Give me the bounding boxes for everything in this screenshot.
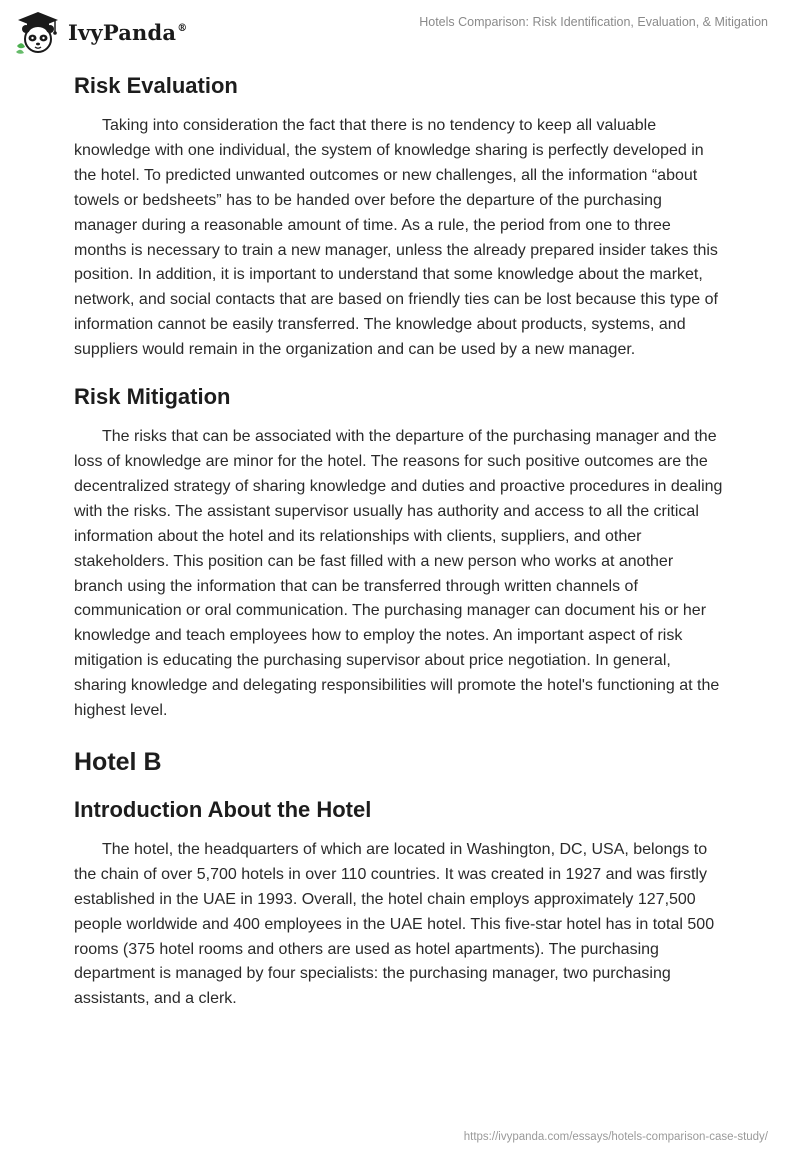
paragraph-introduction: The hotel, the headquarters of which are located in Washington, DC, USA, belongs to the chain of over 5,700 hotels in over 110 countries. It was created in 1927 and was firstly established in the UAE in 1993. Overall, the hotel chain employs approximately 127,500 people worldwide and 400 employees in the UAE hotel. This five-star hotel has in total 500 rooms (375 hotel rooms and others are used as hotel apartments). The purchasing department is managed by four specialists: the purchasing manager, two purchasing assistants, and a clerk. xyxy=(74,840,715,1008)
panda-logo-icon xyxy=(14,10,62,54)
ivypanda-logo[interactable] xyxy=(14,10,187,54)
page-header xyxy=(0,0,800,62)
section-hotel-b xyxy=(74,746,726,1012)
paragraph-risk-mitigation: The risks that can be associated with the departure of the purchasing manager and the loss of knowledge are minor for the hotel. The reasons for such positive outcomes are the decentralized strategy of sharing knowledge and duties and proactive procedures in dealing with the risks. The assistant supervisor usually has authority and access to all the critical information about the hotel and its relationships with clients, suppliers, and other stakeholders. This position can be fast filled with a new person who works at another branch using the information that can be transferred through written channels of communication or oral communication. The purchasing manager can document his or her knowledge and teach employees how to employ the notes. An important aspect of risk mitigation is educating the purchasing supervisor about price negotiation. In general, sharing knowledge and delegating responsibilities will promote the hotel's functioning at the highest level. xyxy=(74,428,723,720)
section-risk-mitigation xyxy=(74,383,726,724)
paragraph-risk-evaluation: Taking into consideration the fact that there is no tendency to keep all valuable knowledge with one individual, the system of knowledge sharing is perfectly developed in the hotel. To predicted unwanted outcomes or new challenges, all the information “about towels or bedsheets” has to be handed over before the departure of the purchasing manager during a reasonable amount of time. As a rule, the period from one to three months is necessary to train a new manager, unless the already prepared insider takes this position. In addition, it is important to understand that some knowledge about the market, network, and social contacts that are based on friendly ties can be lost because this type of information cannot be easily transferred. The knowledge about products, systems, and suppliers would remain in the organization and can be used by a new manager. xyxy=(74,117,718,359)
document-body xyxy=(74,72,726,1032)
heading-hotel-b: Hotel B xyxy=(74,747,162,776)
logo-wordmark: IvyPanda® xyxy=(68,19,188,45)
document-running-title: Hotels Comparison: Risk Identification, Evaluation, & Mitigation xyxy=(419,15,768,29)
heading-introduction-about-hotel: Introduction About the Hotel xyxy=(74,796,372,822)
heading-risk-mitigation: Risk Mitigation xyxy=(74,384,231,410)
footer-source-url[interactable]: https://ivypanda.com/essays/hotels-comparison-case-study/ xyxy=(463,1131,768,1143)
heading-risk-evaluation: Risk Evaluation xyxy=(74,73,238,98)
section-risk-evaluation xyxy=(74,72,726,363)
